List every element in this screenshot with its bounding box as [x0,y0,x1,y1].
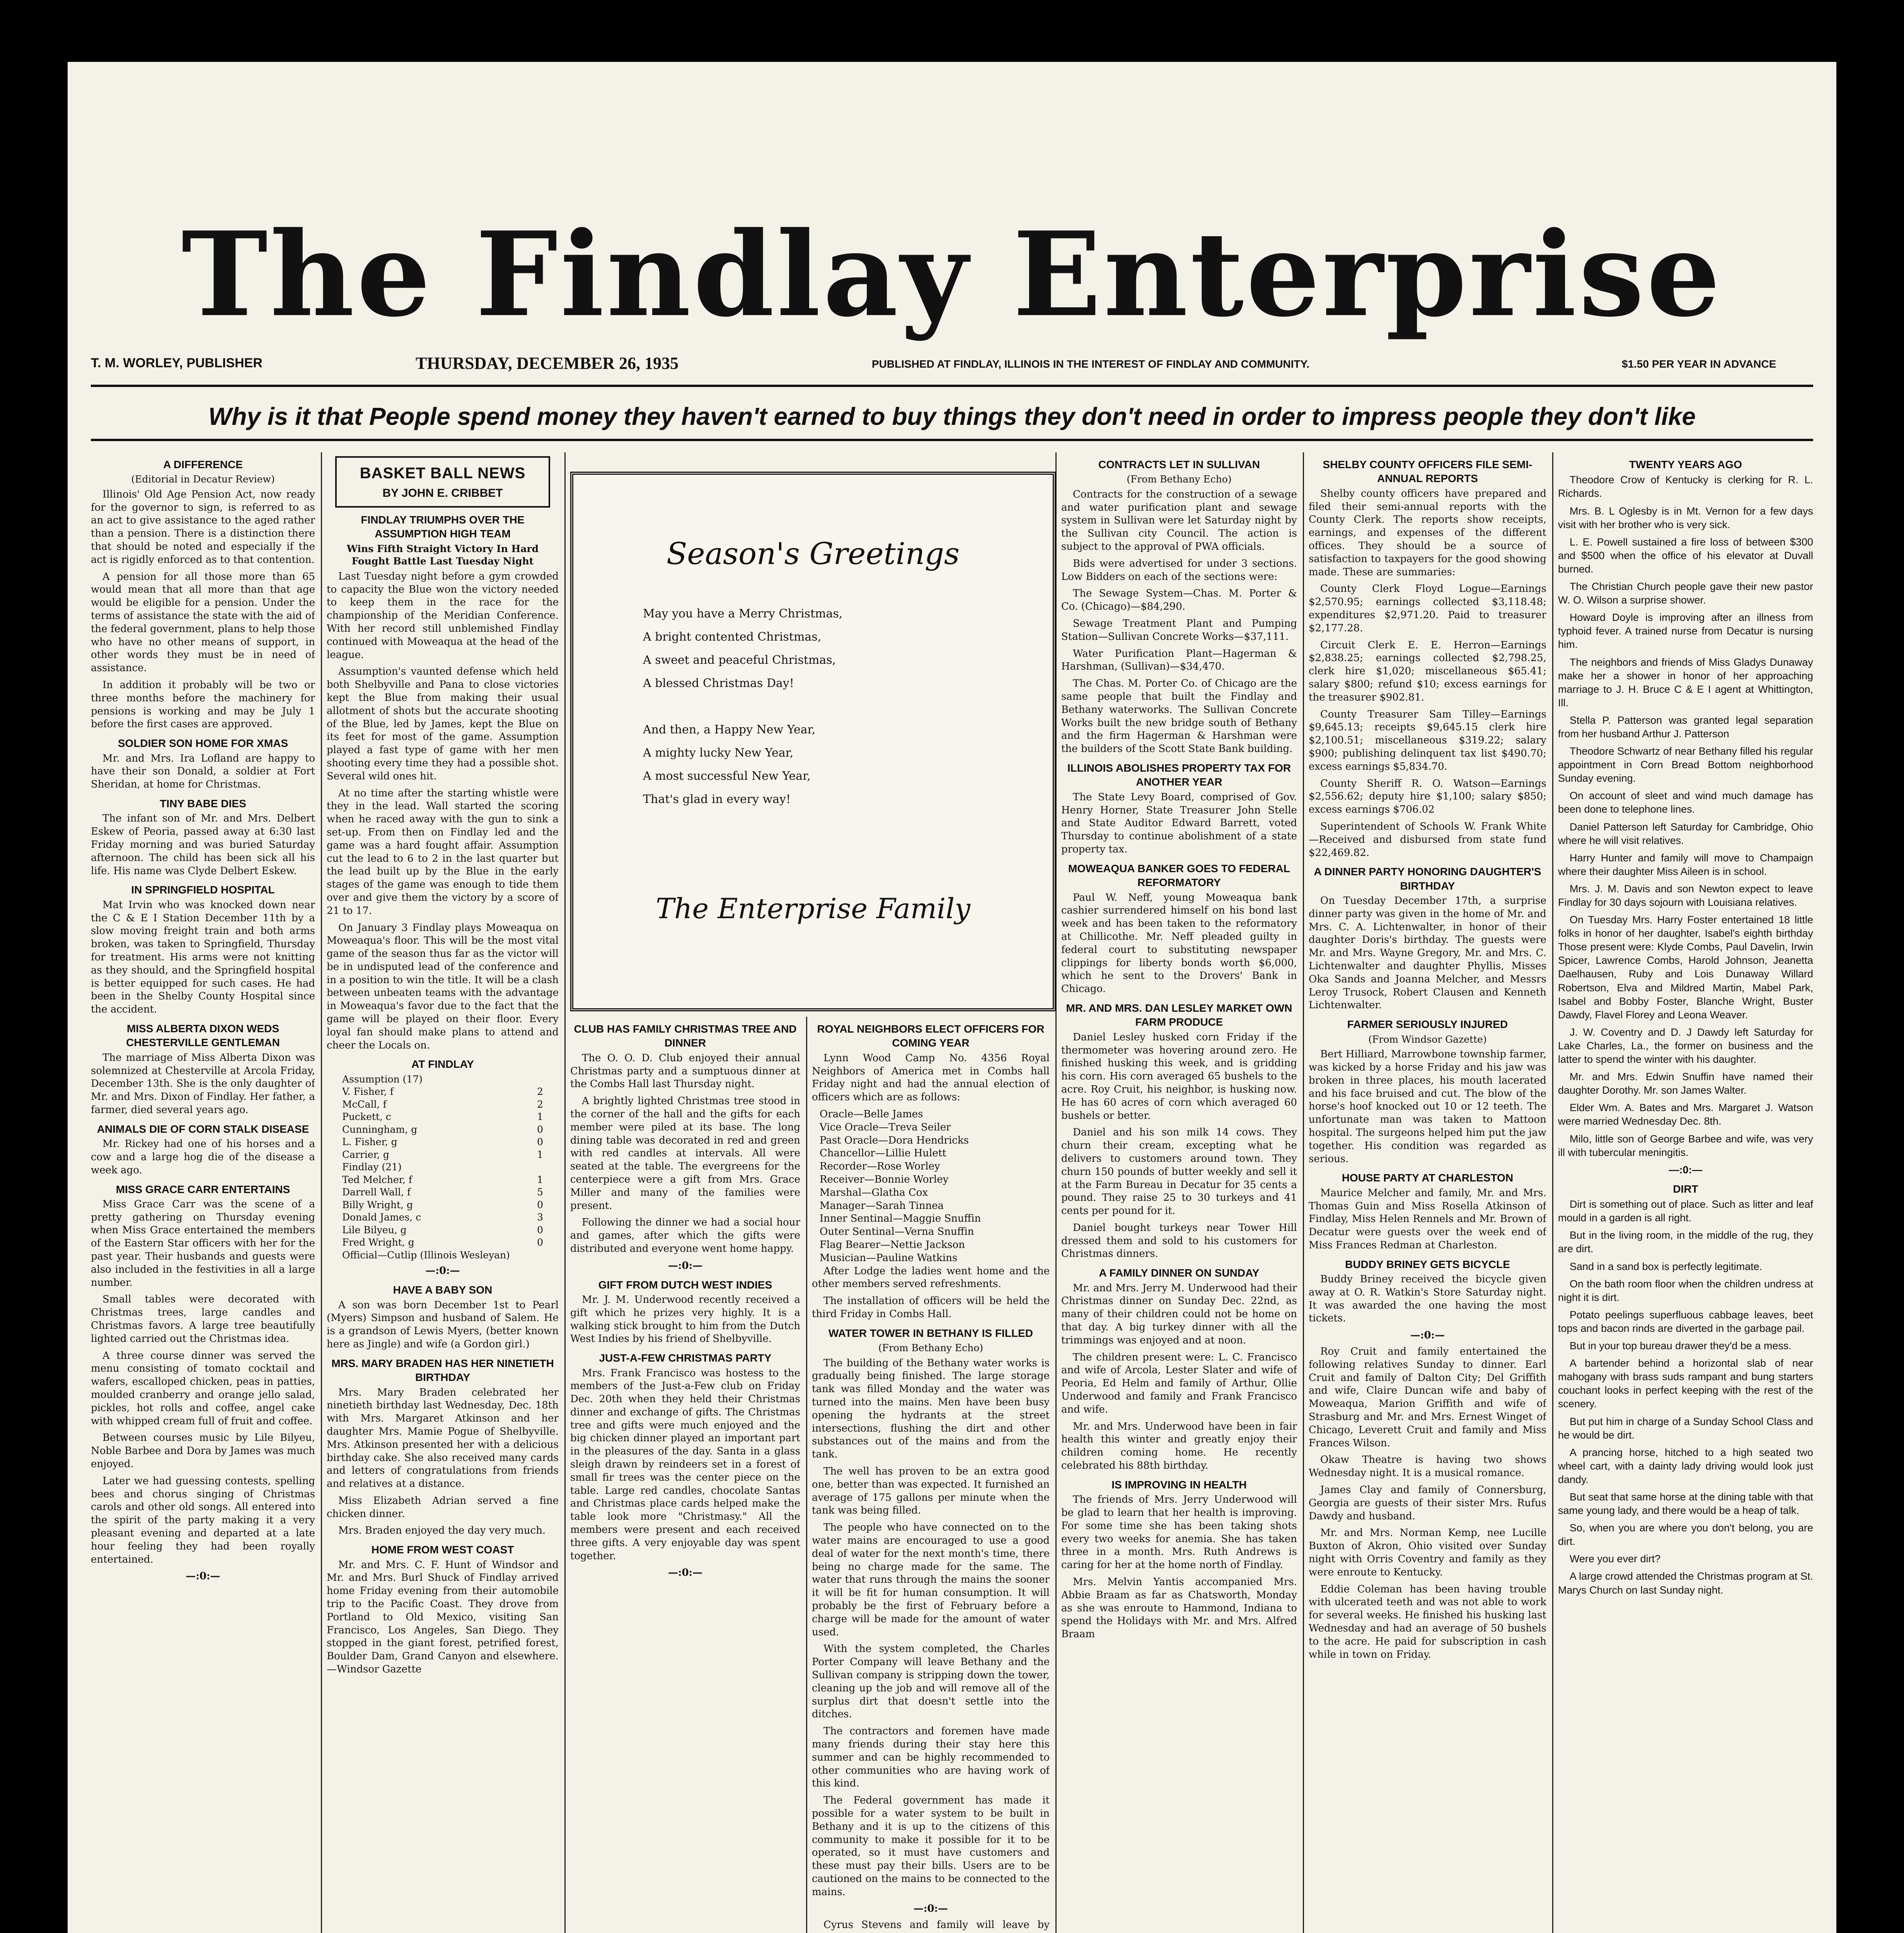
box-byline: BY JOHN E. CRIBBET [382,487,503,499]
paragraph: County Clerk Floyd Logue—Earnings $2,570.95; earnings collected $3,118.48; expenditures $2,971.20. Paid to treasurer $2,177.28. [1309,583,1546,634]
player-row: Carrier, g 1 [342,1149,543,1160]
paragraph: Paul W. Neff, young Moweaqua bank cashier surrendered himself on his bond last week and has been taken to the reformatory at Chillicothe. Mr. Neff pleaded guilty in federal court to substituting newspaper clippings for liberty bonds worth $6,000, which he sent to the Drovers' Bank in Chicago. [1061,891,1297,995]
headline: TINY BABE DIES [160,798,246,810]
verse-line: And then, a Happy New Year, [643,723,816,736]
separator: —:0:— [668,1260,703,1272]
paragraph: James Clay and family of Connersburg, Georgia are guests of their sister Mrs. Rufus Dawdy and husband. [1309,1484,1546,1522]
headline: DIRT [1673,1183,1698,1195]
slogan: Why is it that People spend money they haven't earned to buy things they don't need in order to impress people they don't like [208,402,1696,430]
paragraph: Water Purification Plant—Hagerman & Harshman, (Sullivan)—$34,470. [1061,648,1297,673]
paragraph: A brightly lighted Christmas tree stood in the corner of the hall and the gifts for each member were piled at its base. The long dining table was decorated in red and green with red candles at intervals. All were seated at the table. The evergreens for the centerpiece were a gift from Mrs. Grace Miller and many of the families were present. [570,1095,800,1212]
subhead: (From Windsor Gazette) [1368,1033,1487,1045]
separator: —:0:— [1669,1164,1703,1176]
basketball-news-box [335,456,550,508]
headline: A DIFFERENCE [163,459,243,470]
column-rule [321,452,322,1933]
paragraph: L. E. Powell sustained a fire loss of between $300 and $500 when the office of his elevator at Duvall burned. [1558,536,1813,575]
paragraph: Mr. and Mrs. Ira Lofland are happy to have their son Donald, a soldier at Fort Sheridan, at home for Christmas. [91,752,315,791]
paragraph: Theodore Crow of Kentucky is clerking for R. L. Richards. [1558,474,1813,499]
paragraph: Shelby county officers have prepared and filed their semi-annual reports with the County Clerk. The reports show receipts, earnings, and expenses of the different offices. They should be a source of satisfaction to taxpayers for the good showing made. These are summaries: [1309,488,1546,578]
box-title: BASKET BALL NEWS [360,465,526,482]
paragraph: Mrs. Melvin Yantis accompanied Mrs. Abbie Braam as far as Chatsworth, Monday as she was enroute to Hammond, Indiana to spend the Holidays with Mr. and Mrs. Alfred Braam [1061,1576,1297,1640]
officer: Oracle—Belle James [820,1108,923,1120]
headline: ANIMALS DIE OF CORN STALK DISEASE [97,1123,309,1135]
player-row: McCall, f 2 [342,1098,543,1110]
paragraph: The Federal government has made it possible for a water system to be built in Bethany and it is up to the citizens of this community to make it possible for it to be operated, so it must have customers and these must pay their bills. Users are to be cautioned on the mains to be connected to the mains. [812,1795,1050,1898]
column-rule [806,1017,807,1933]
paragraph: Daniel bought turkeys near Tower Hill dressed them and sold to his customers for Christmas dinners. [1061,1222,1297,1260]
published-at: PUBLISHED AT FINDLAY, ILLINOIS IN THE INTEREST OF FINDLAY AND COMMUNITY. [872,358,1309,370]
paragraph: Daniel Patterson left Saturday for Cambridge, Ohio where he will visit relatives. [1558,821,1813,846]
paragraph: A prancing horse, hitched to a high seated two wheel cart, with a dainty lady driving would look just dandy. [1558,1446,1813,1485]
verse-line: A blessed Christmas Day! [643,677,794,690]
paragraph: On Tuesday Mrs. Harry Foster entertained 18 little folks in honor of her daughter, Isabel's eighth birthday Those present were: Klyde Combs, Paul Davelin, Irwin Spicer, Lawrence Combs, Harold Johnson, Jeanetta Daelhausen, Ruby and Lois Dunaway Willard Robertson, Elva and Mildred Martin, Mabel Park, Isabel and Bobby Foster, Blanche Wright, Buster Dawdy, Flavel Florey and Leona Weaver. [1558,914,1813,1021]
paragraph: Daniel Lesley husked corn Friday if the thermometer was hovering around zero. He finished husking this week, and is gridding his corn. His corn averaged 65 bushels to the acre. Roy Cruit, his neighbor, is husking now. He has 60 acres of corn which averaged 60 bushels or better. [1061,1031,1297,1122]
paragraph: A pension for all those more than 65 would mean that all more than that age would be eligible for a pension. Under the terms of assistance the state with the aid of the federal government, plans to help those who have no other means of support, in other words they must be in need of assistance. [91,571,315,674]
headline: A FAMILY DINNER ON SUNDAY [1099,1267,1260,1279]
separator: —:0:— [913,1903,948,1915]
paragraph: Howard Doyle is improving after an illness from typhoid fever. A trained nurse from Decatur is nursing him. [1558,612,1813,651]
paragraph: Were you ever dirt? [1570,1553,1661,1565]
paragraph: The well has proven to be an extra good one, better than was expected. It furnished an average of 175 gallons per minute when the tank was being filled. [812,1465,1050,1517]
official: Official—Cutlip (Illinois Wesleyan) [342,1249,510,1261]
separator: —:0:— [668,1567,703,1579]
paragraph: The children present were: L. C. Francisco and wife of Arcola, Lester Slater and wife of Peoria, Ed Helm and family of Arthur, Ollie Underwood and family and Frank Francisco and wife. [1061,1351,1297,1415]
team-label: Findlay (21) [342,1161,402,1173]
separator: —:0:— [186,1570,220,1582]
paragraph: Small tables were decorated with Christmas trees, large candles and Christmas favors. A large tree beautifully lighted carried out the Christmas idea. [91,1294,315,1345]
paragraph: Eddie Coleman has been having trouble with ulcerated teeth and was not able to work for several weeks. He finished his husking last Wednesday and had an average of 50 bushels to the acre. He paid for subscription in cash while in town on Friday. [1309,1583,1546,1660]
paragraph: Daniel and his son milk 14 cows. They churn their cream, excepting what he delivers to customers around town. They churn 150 pounds of butter weekly and sell it at the Farm Bureau in Decatur for 35 cents a pound. They raise 25 to 30 turkeys and 41 cents per pound for it. [1061,1127,1297,1217]
paragraph: Mr. and Mrs. Underwood have been in fair health this winter and greatly enjoy their children coming home. He recently celebrated his 88th birthday. [1061,1420,1297,1472]
paragraph: Sewage Treatment Plant and Pumping Station—Sullivan Concrete Works—$37,111. [1061,618,1297,643]
paragraph: The building of the Bethany water works is gradually being finished. The large storage tank was filled Monday and the water was turned into the mains. Men have been busy opening the hydrants at the street intersections, flushing the dirt and other substances out of the mains and from the tank. [812,1357,1050,1461]
verse-line: May you have a Merry Christmas, [643,607,843,620]
verse-line: A most successful New Year, [643,769,811,783]
paragraph: At no time after the starting whistle were they in the lead. Wall started the scoring when he raced away with the gun to sink a set-up. From then on Findlay led and the game was a hard fought affair. Assumption cut the lead to 6 to 2 in the last quarter but the lead built up by the Blue in the early stages of the game was enough to tide them over and give them the victory by a score of 21 to 17. [327,787,559,917]
player-row: Puckett, c 1 [342,1111,543,1123]
player-row: Fred Wright, g 0 [342,1237,543,1248]
player-row: V. Fisher, f 2 [342,1086,543,1098]
paragraph: County Treasurer Sam Tilley—Earnings $9,645.13; receipts $9,645.15 clerk hire $2,100.51; miscellaneous $319.22; salary $900; publishing delinquent tax list $490.70; excess earnings $5,834.70. [1309,708,1546,772]
paragraph: But seat that same horse at the dining table with that same young lady, and there would be a heap of talk. [1558,1491,1813,1517]
paragraph: Assumption's vaunted defense which held both Shelbyville and Pana to close victories kept the Blue from making their usual allotment of shots but the accurate shooting of the Blue, led by James, kept the Blue on its feet for most of the game. Assumption played a fast type of game with her men shooting every time they had a possible shot. Several wild ones hit. [327,666,559,782]
player-row: Billy Wright, g 0 [342,1199,543,1210]
paragraph: Following the dinner we had a social hour and games, after which the gifts were distributed and everyone went home happy. [570,1217,800,1255]
headline: HOME FROM WEST COAST [371,1544,514,1556]
subhead: (From Bethany Echo) [1127,474,1232,485]
paragraph: Milo, little son of George Barbee and wife, was very ill with tubercular meningitis. [1558,1133,1813,1158]
officer: Chancellor—Lillie Hulett [820,1147,946,1159]
officer: Past Oracle—Dora Hendricks [820,1134,969,1146]
paragraph: After Lodge the ladies went home and the other members served refreshments. [812,1265,1050,1290]
headline: FARMER SERIOUSLY INJURED [1347,1018,1508,1031]
headline: IN SPRINGFIELD HOSPITAL [131,884,275,896]
officer-list [812,1108,1050,1265]
paragraph: The Christian Church people gave their new pastor W. O. Wilson a surprise shower. [1558,581,1813,606]
paragraph: The friends of Mrs. Jerry Underwood will be glad to learn that her health is improving. For some time she has been taking shots every two weeks for anemia. She has taken three in a month. Mrs. Ruth Andrews is caring for her at the home north of Findlay. [1061,1494,1297,1571]
column-4 [812,1017,1050,1933]
verse-line: A mighty lucky New Year, [643,746,794,760]
headline: FINDLAY TRIUMPHS OVER THE ASSUMPTION HIGH TEAM [361,514,525,540]
headline: ILLINOIS ABOLISHES PROPERTY TAX FOR ANOTHER YEAR [1067,762,1291,788]
paragraph: The Sewage System—Chas. M. Porter & Co. (Chicago)—$84,290. [1061,588,1297,613]
team-label: Assumption (17) [342,1073,423,1085]
info-bar [91,356,1813,379]
issue-date: THURSDAY, DECEMBER 26, 1935 [416,354,679,373]
column-6 [1309,452,1546,1933]
paragraph: Bids were advertised for under 3 sections. Low Bidders on each of the sections were: [1061,557,1297,583]
paragraph: The O. O. D. Club enjoyed their annual Christmas party and a sumptuous dinner at the Combs Hall last Thursday night. [570,1052,800,1090]
paragraph: Mr. Rickey had one of his horses and a cow and a large hog die of the disease a week ago. [91,1138,315,1176]
verse-line: That's glad in every way! [643,793,791,806]
officer: Vice Oracle—Treva Seiler [820,1121,951,1133]
player-row: Cunningham, g 0 [342,1123,543,1135]
paragraph: On account of sleet and wind much damage has been done to telephone lines. [1558,790,1813,815]
rule-bottom [91,439,1813,441]
paragraph: Bert Hilliard, Marrowbone township farmer, was kicked by a horse Friday and his jaw was broken in three places, his mouth lacerated and his face bruised and cut. The blow of the horse's hoof knocked out 10 or 12 teeth. The unfortunate man was taken to Mattoon hospital. The surgeons helped him put the jaw together. His condition was regarded as serious. [1309,1048,1546,1165]
headline: A DINNER PARTY HONORING DAUGHTER'S BIRTHDAY [1314,866,1541,892]
paragraph: Mrs. Mary Braden celebrated her ninetieth birthday last Wednesday, Dec. 18th with Mrs. Margaret Atkinson and her daughter Mrs. Mamie Pogue of Shelbyville. Mrs. Atkinson presented her with a delicious birthday cake. She also received many cards and letters of congratulations from friends and relatives at a distance. [327,1386,559,1490]
column-rule [1303,452,1304,1933]
paragraph: The infant son of Mr. and Mrs. Delbert Eskew of Peoria, passed away at 6:30 last Friday morning and was buried Saturday afternoon. The child has been sick all his life. His name was Clyde Delbert Eskew. [91,813,315,877]
paragraph: Mat Irvin who was knocked down near the C & E I Station December 11th by a slow moving freight train and both arms broken, was taken to Springfield, Thursday for treatment. His arms were not knitting as they should, and the Springfield hospital is better equipped for such cases. He had been in the Shelby County Hospital since the accident. [91,899,315,1016]
paragraph: On the bath room floor when the children undress at night it is dirt. [1558,1278,1813,1303]
headline: BUDDY BRINEY GETS BICYCLE [1345,1258,1510,1270]
paragraph: Illinois' Old Age Pension Act, now ready for the governor to sign, is referred to as an act to give assistance to the aged rather than a pension. There is a distinction there that should be noted and especially if the act is rigidly enforced as to that contention. [91,488,315,566]
masthead-title: The Findlay Enterprise [181,206,1723,343]
paragraph: Okaw Theatre is having two shows Wednesday night. It is a musical romance. [1309,1454,1546,1479]
officer: Receiver—Bonnie Worley [820,1173,949,1185]
paragraph: County Sheriff R. O. Watson—Earnings $2,556.62; deputy hire $1,100; salary $850; excess earnings $706.02 [1309,777,1546,816]
paragraph: Mr. and Mrs. Jerry M. Underwood had their Christmas dinner on Sunday Dec. 22nd, as many of their children could not be home on that day. A big turkey dinner with all the trimmings was enjoyed and at noon. [1061,1282,1297,1346]
paragraph: A son was born December 1st to Pearl (Myers) Simpson and husband of Salem. He is a grandson of Lewis Myers, (better known here as Jingle) and wife (a Gordon girl.) [327,1299,559,1350]
separator: —:0:— [1410,1330,1445,1342]
paragraph: So, when you are where you don't belong, you are dirt. [1558,1522,1813,1548]
column-2 [327,452,559,1933]
paragraph: But put him in charge of a Sunday School Class and he would be dirt. [1558,1415,1813,1441]
paragraph: Last Tuesday night before a gym crowded to capacity the Blue won the victory needed to keep them in the race for the championship of the Meridian Conference. With her record still unblemished Findlay continued with Moweaqua at the head of the league. [327,570,559,661]
column-1 [91,452,315,1933]
officer: Recorder—Rose Worley [820,1161,940,1173]
rule-top [91,385,1813,387]
greeting-signature: The Enterprise Family [656,892,970,925]
column-rule [1552,452,1553,1933]
headline: MRS. MARY BRADEN HAS HER NINETIETH BIRTHDAY [331,1357,554,1384]
headline: SOLDIER SON HOME FOR XMAS [118,737,288,750]
player-row: Donald James, c 3 [342,1212,543,1223]
paragraph: J. W. Coventry and D. J Dawdy left Saturday for Lake Charles, La., the former on business and the latter to spend the winter with his daughter. [1558,1026,1813,1065]
subscription-price: $1.50 PER YEAR IN ADVANCE [1622,358,1776,370]
paragraph: A three course dinner was served the menu consisting of tomato cocktail and wafers, escalloped chicken, peas in patties, moulded cranberry and orange jello salad, pickles, hot rolls and coffee, angel cake with whipped cream full of fruit and coffee. [91,1350,315,1427]
player-row: Lile Bilyeu, g 0 [342,1224,543,1236]
headline: MISS GRACE CARR ENTERTAINS [116,1183,290,1195]
headline: TWENTY YEARS AGO [1629,459,1742,470]
column-rule [564,452,566,1933]
column-5 [1061,452,1297,1933]
paragraph: In addition it probably will be two or three months before the machinery for pensions is working and may be July 1 before the first cases are approved. [91,679,315,730]
paragraph: Circuit Clerk E. E. Herron—Earnings $2,838.25; earnings collected $2,798.25, clerk hire $1,020; miscellaneous $65.41; salary $800; refund $10; excess earnings for the treasurer $902.81. [1309,639,1546,703]
paragraph: Mrs. J. M. Davis and son Newton expect to leave Findlay for 30 days sojourn with Louisiana relatives. [1558,883,1813,909]
paragraph: Stella P. Patterson was granted legal separation from her husband Arthur J. Patterson [1558,714,1813,740]
paragraph: Harry Hunter and family will move to Champaign where their daughter Miss Aileen is in school. [1558,852,1813,877]
paragraph: Mr. J. M. Underwood recently received a gift which he prizes very highly. It is a walking stick brought to him from the Dutch West Indies by his friend of Shelbyville. [570,1294,800,1345]
column-7 [1558,452,1813,1933]
headline: CONTRACTS LET IN SULLIVAN [1098,459,1260,470]
paragraph: Mrs. Braden enjoyed the day very much. [338,1525,546,1537]
paragraph: But in the living room, in the middle of the rug, they are dirt. [1558,1229,1813,1255]
paragraph: Contracts for the construction of a sewage and water purification plant and sewage system in Sullivan were let Saturday night by the Sullivan city Council. The action is subject to the approval of PWA officials. [1061,488,1297,553]
player-row: L. Fisher, g 0 [342,1136,543,1148]
paragraph: Later we had guessing contests, spelling bees and chorus singing of Christmas carols and other old songs. All entered into the spirit of the party making it a very pleasant evening and departed at a late hour feeling they had been royally entertained. [91,1475,315,1565]
paragraph: Roy Cruit and family entertained the following relatives Sunday to dinner. Earl Cruit and family of Dalton City; Del Griffith and wife, Claire Duncan wife and baby of Moweaqua, Marion Griffith and wife of Strasburg and Mr. and Mrs. Ernest Winget of Chicago, Leverett Cruit and family and Miss Frances Wilson. [1309,1346,1546,1449]
verse-line: A sweet and peaceful Christmas, [643,653,836,667]
separator: —:0:— [425,1265,460,1277]
paragraph: On Tuesday December 17th, a surprise dinner party was given in the home of Mr. and Mrs. C. A. Lichtenwalter, in honor of their daughter Doris's birthday. The guests were Mr. and Mrs. Wayne Gregory, Mr. and Mrs. C. Lichtenwalter and daughter Phyllis, Misses Oka Sands and Joanna Melcher, and Messrs Leroy Trusock, Robert Clausen and Kenneth Lichtenwalter. [1309,895,1546,1011]
subhead: (From Bethany Echo) [878,1342,984,1354]
paragraph: Between courses music by Lile Bilyeu, Noble Barbee and Dora by James was much enjoyed. [91,1432,315,1470]
subhead: (Editorial in Decatur Review) [131,474,275,485]
seasons-greetings-box [570,472,1056,1011]
headline: IS IMPROVING IN HEALTH [1111,1478,1247,1491]
officer: Flag Bearer—Nettie Jackson [820,1239,965,1251]
headline: MOWEAQUA BANKER GOES TO FEDERAL REFORMATORY [1068,862,1290,889]
paragraph: The marriage of Miss Alberta Dixon was solemnized at Chesterville at Arcola Friday, December 13th. She is the only daughter of Mr. and Mrs. Dixon of Findlay. Her father, a farmer, died several years ago. [91,1052,315,1116]
headline: MR. AND MRS. DAN LESLEY MARKET OWN FARM PRODUCE [1066,1002,1292,1028]
headline: SHELBY COUNTY OFFICERS FILE SEMI-ANNUAL REPORTS [1323,459,1532,485]
officer: Musician—Pauline Watkins [820,1252,958,1264]
paragraph: Mr. and Mrs. Norman Kemp, nee Lucille Buxton of Akron, Ohio visited over Sunday night with Orris Coventry and family as they were enroute to Kentucky. [1309,1527,1546,1578]
headline: CLUB HAS FAMILY CHRISTMAS TREE AND DINNER [574,1023,797,1049]
greeting-verse [643,602,991,811]
paragraph: On January 3 Findlay plays Moweaqua on Moweaqua's floor. This will be the most vital game of the season thus far as the victor will be in undisputed lead of the conference and in a position to win the title. It will be a clash between unbeaten teams with the advantage in Moweaqua's favor due to the fact that the game will be played on their floor. Every loyal fan should make plans to attend and cheer the Locals on. [327,922,559,1051]
paragraph: The people who have connected on to the water mains are encouraged to use a good deal of water for the next month's time, there being no charge made for the same. The water that runs through the mains the sooner it will be fit for human consumption. It will probably be the first of February before a charge will be made for the amount of water used. [812,1522,1050,1638]
box-score [327,1073,559,1262]
paragraph: Mrs. B. L Oglesby is in Mt. Vernon for a few days visit with her brother who is very sick. [1558,505,1813,530]
paragraph: A large crowd attended the Christmas program at St. Marys Church on last Sunday night. [1558,1570,1813,1596]
paragraph: Mrs. Frank Francisco was hostess to the members of the Just-a-Few club on Friday Dec. 20th when they held their Christmas dinner and exchange of gifts. The Christmas tree and gifts were much enjoyed and the big chicken dinner played an important part in the pleasures of the day. Santa in a glass sleigh drawn by reindeers set in a forest of small fir trees was the center piece on the table. Large red candles, chocolate Santas and Christmas place cards helped make the table look more "Christmasy." All the members were present and each received three gifts. A very enjoyable day was spent together. [570,1367,800,1562]
column-3 [570,1017,800,1933]
paragraph: The State Levy Board, comprised of Gov. Henry Horner, State Treasurer John Stelle and State Auditor Edward Barrett, voted Thursday to continue abolishment of a state property tax. [1061,791,1297,855]
paragraph: Mr. and Mrs. Edwin Snuffin have named their daughter Dorothy. Mr. son James Walter. [1558,1071,1813,1096]
paragraph: The contractors and foremen have made many friends during their stay here this summer and can be highly recommended to other communities who are having work of this kind. [812,1725,1050,1790]
officer: Marshal—Glatha Cox [820,1186,928,1198]
paragraph: The neighbors and friends of Miss Gladys Dunaway make her a shower in honor of her approaching marriage to J. H. Bruce C & E I agent at Whittington, Ill. [1558,656,1813,709]
paragraph: With the system completed, the Charles Porter Company will leave Bethany and the Sullivan company is stripping down the tower, cleaning up the job and will remove all of the surplus dirt that doesn't settle into the ditches. [812,1643,1050,1720]
verse-line: A bright contented Christmas, [643,630,822,644]
headline: ROYAL NEIGHBORS ELECT OFFICERS FOR COMING YEAR [817,1023,1045,1049]
paragraph: Lynn Wood Camp No. 4356 Royal Neighbors of America met in Combs hall Friday night and had the annual election of officers which are as follows: [812,1052,1050,1103]
paragraph: The Chas. M. Porter Co. of Chicago are the same people that built the Findlay and Bethany waterworks. The Sullivan Concrete Works built the new bridge south of Bethany and the firm Hagerman & Harshman were the builders of the Scott State Bank building. [1061,678,1297,755]
paragraph: Sand in a sand box is perfectly legitimate. [1570,1260,1763,1272]
newspaper-page [68,62,1836,1933]
paragraph: Superintendent of Schools W. Frank White—Received and disbursed from state fund $22,469.82. [1309,820,1546,859]
player-row: Ted Melcher, f 1 [342,1174,543,1185]
greeting-title: Season's Greetings [666,537,960,571]
paragraph: Miss Elizabeth Adrian served a fine chicken dinner. [327,1495,559,1520]
officer: Manager—Sarah Tinnea [820,1200,944,1212]
paragraph: Dirt is something out of place. Such as litter and leaf mould in a garden is all right. [1558,1198,1813,1224]
paragraph: Buddy Briney received the bicycle given away at O. R. Watkin's Store Saturday night. It was awarded the one having the most tickets. [1309,1273,1546,1324]
officer: Outer Sentinal—Verna Snuffin [820,1226,974,1238]
paragraph: Cyrus Stevens and family will leave by [823,1919,1050,1931]
player-row: Darrell Wall, f 5 [342,1186,543,1198]
paragraph: Maurice Melcher and family, Mr. and Mrs. Thomas Guin and Miss Rosella Atkinson of Findlay, Miss Helen Rennels and Mr. Brown of Decatur were guests over the week end of Miss Frances Redman at Charleston. [1309,1187,1546,1251]
headline: HOUSE PARTY AT CHARLESTON [1341,1172,1514,1184]
headline: MISS ALBERTA DIXON WEDS CHESTERVILLE GENTLEMAN [126,1022,280,1049]
paragraph: Potato peelings superfluous cabbage leaves, beet tops and bacon rinds are diverted in the garbage pail. [1558,1309,1813,1334]
headline: WATER TOWER IN BETHANY IS FILLED [828,1327,1033,1339]
headline: HAVE A BABY SON [393,1284,493,1296]
subhead: Wins Fifth Straight Victory In Hard Fought Battle Last Tuesday Night [346,543,539,567]
paragraph: But in your top bureau drawer they'd be a mess. [1570,1340,1791,1352]
headline: AT FINDLAY [411,1058,474,1070]
publisher: T. M. WORLEY, PUBLISHER [91,356,263,370]
headline: JUST-A-FEW CHRISTMAS PARTY [599,1352,772,1364]
paragraph: Elder Wm. A. Bates and Mrs. Margaret J. Watson were married Wednesday Dec. 8th. [1558,1102,1813,1127]
paragraph: A bartender behind a horizontal slab of near mahogany with brass suds rampant and bung starters couchant looks in perfect keeping with the rest of the scenery. [1558,1357,1813,1410]
paragraph: Theodore Schwartz of near Bethany filled his regular appointment in Corn Bread Bottom neighborhood Sunday evening. [1558,745,1813,784]
officer: Inner Sentinal—Maggie Snuffin [820,1213,981,1225]
paragraph: Mr. and Mrs. C. F. Hunt of Windsor and Mr. and Mrs. Burl Shuck of Findlay arrived home Friday evening from their automobile trip to the Pacific Coast. They drove from Portland to Old Mexico, visiting San Francisco, Los Angeles, San Diego. They stopped in the giant forest, petrified forest, Boulder Dam, Grand Canyon and elsewhere.—Windsor Gazette [327,1559,559,1676]
paragraph: Miss Grace Carr was the scene of a pretty gathering on Thursday evening when Miss Grace entertained the members of the Eastern Star officers with her for the past year. Their husbands and guests were also included in the festivities in all a large number. [91,1198,315,1289]
paragraph: The installation of officers will be held the third Friday in Combs Hall. [812,1295,1050,1320]
headline: GIFT FROM DUTCH WEST INDIES [598,1278,772,1291]
